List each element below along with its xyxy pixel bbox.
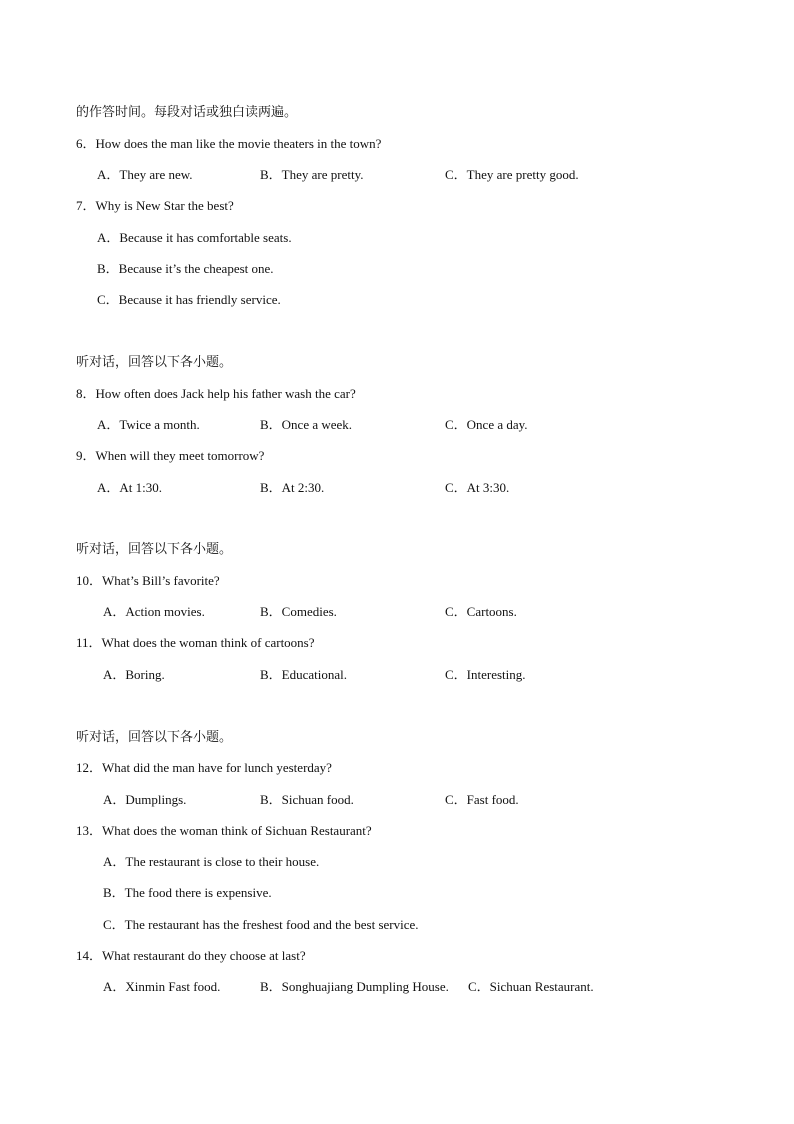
question-9-stem: 9．When will they meet tomorrow? [76, 448, 265, 463]
question-6-option-c: C．They are pretty good. [445, 167, 579, 182]
question-10-option-a: A．Action movies. [103, 604, 205, 619]
question-13-option-a: A．The restaurant is close to their house. [103, 854, 320, 869]
question-11-option-b: B．Educational. [260, 667, 348, 682]
question-9-option-c: C．At 3:30. [445, 480, 510, 495]
question-14-option-c: C．Sichuan Restaurant. [468, 979, 594, 994]
question-10-stem: 10．What’s Bill’s favorite? [76, 573, 220, 588]
question-12-option-a: A．Dumplings. [103, 792, 187, 807]
question-7-option-c: C．Because it has friendly service. [97, 292, 281, 307]
question-8-option-a: A．Twice a month. [97, 417, 200, 432]
question-6-option-b: B．They are pretty. [260, 167, 364, 182]
question-12-stem: 12．What did the man have for lunch yesterday? [76, 760, 332, 775]
question-12-option-c: C．Fast food. [445, 792, 519, 807]
question-13-option-b: B．The food there is expensive. [103, 885, 272, 900]
question-10-option-b: B．Comedies. [260, 604, 337, 619]
question-9-option-a: A．At 1:30. [97, 480, 163, 495]
question-6-stem: 6．How does the man like the movie theaters in the town? [76, 136, 382, 151]
question-11-stem: 11．What does the woman think of cartoons? [76, 635, 315, 650]
section-heading-8: 听对话，回答以下各小题。 [76, 354, 233, 369]
section-heading-12: 听对话，回答以下各小题。 [76, 729, 233, 744]
question-11-option-a: A．Boring. [103, 667, 165, 682]
question-14-stem: 14．What restaurant do they choose at last? [76, 948, 306, 963]
question-7-option-b: B．Because it’s the cheapest one. [97, 261, 274, 276]
question-10-option-c: C．Cartoons. [445, 604, 517, 619]
question-8-option-b: B．Once a week. [260, 417, 353, 432]
question-8-option-c: C．Once a day. [445, 417, 528, 432]
question-9-option-b: B．At 2:30. [260, 480, 325, 495]
question-6-option-a: A．They are new. [97, 167, 193, 182]
question-13-option-c: C．The restaurant has the freshest food and the best service. [103, 917, 419, 932]
question-14-option-a: A．Xinmin Fast food. [103, 979, 221, 994]
question-8-stem: 8．How often does Jack help his father wash the car? [76, 386, 356, 401]
question-7-option-a: A．Because it has comfortable seats. [97, 230, 292, 245]
intro-line: 的作答时间。每段对话或独白读两遍。 [76, 104, 298, 119]
question-7-stem: 7．Why is New Star the best? [76, 198, 234, 213]
question-12-option-b: B．Sichuan food. [260, 792, 354, 807]
question-13-stem: 13．What does the woman think of Sichuan Restaurant? [76, 823, 372, 838]
section-heading-10: 听对话，回答以下各小题。 [76, 541, 233, 556]
question-14-option-b: B．Songhuajiang Dumpling House. [260, 979, 449, 994]
question-11-option-c: C．Interesting. [445, 667, 526, 682]
